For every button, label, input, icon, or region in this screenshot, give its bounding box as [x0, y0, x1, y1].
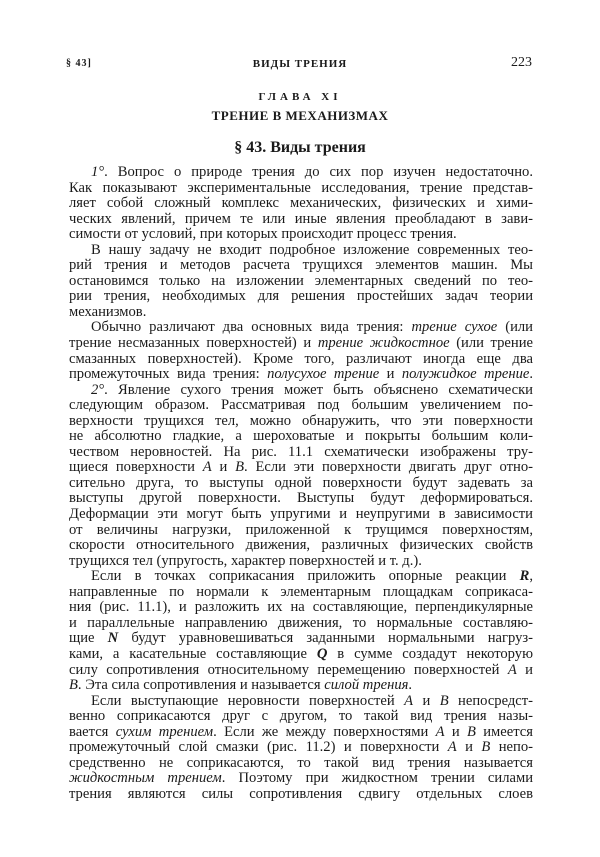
text-line [69, 523, 533, 539]
text-line [69, 212, 533, 228]
paragraph [69, 694, 533, 803]
text-segment: и [379, 366, 402, 383]
emphasized-text: A [507, 661, 517, 678]
text-segment: Если в точках соприкасания приложить опорные реакции [91, 568, 520, 585]
text-line [69, 352, 533, 368]
text-segment: от величины нагрузки, приложенной к трущимся поверхностям, [69, 521, 533, 538]
text-segment: будут уравновешиваться заданными нормальными нагруз- [118, 630, 533, 647]
text-segment: . Эта сила сопротивления и называется [77, 677, 325, 694]
text-line [69, 678, 533, 694]
text-segment: непо- [490, 739, 533, 756]
emphasized-text: полужидкое трение [401, 366, 530, 383]
text-segment: В нашу задачу не входит подробное изложение современных тео- [91, 241, 533, 258]
text-segment: смазанных поверхностей). Кроме того, различают иногда еще два [69, 350, 533, 367]
emphasized-text: жидкостным трением [69, 770, 222, 787]
emphasized-text: B [235, 459, 245, 476]
text-segment: . Явление сухого трения может быть объяснено схематически [104, 381, 533, 398]
emphasized-text: трение сухое [411, 319, 498, 336]
text-line [69, 725, 533, 741]
text-segment: непосредст- [448, 692, 534, 709]
emphasized-text: B [439, 692, 449, 709]
text-segment: . Если же между поверхностями [213, 723, 436, 740]
text-line [69, 631, 533, 647]
text-segment: щиеся поверхности [69, 459, 203, 476]
text-segment: . Если эти поверхности двигать друг отно- [244, 459, 533, 476]
text-segment: и [211, 459, 236, 476]
text-segment: и [516, 661, 533, 678]
text-segment: следующим образом. Рассматривая под большим увеличением по- [69, 397, 533, 414]
running-header-title: ВИДЫ ТРЕНИЯ [252, 58, 348, 70]
text-segment: . Поэтому при жидкостном трении силами [221, 770, 534, 787]
text-line [69, 787, 533, 803]
paragraph [69, 383, 533, 570]
text-segment: средственно не соприкасаются, то такой вид трения называется [69, 754, 533, 771]
text-segment: промежуточный слой смазки (рис. 11.2) и поверхности [69, 739, 448, 756]
text-segment: (или [497, 319, 533, 336]
text-segment: , [529, 568, 533, 585]
text-line [69, 165, 533, 181]
text-line [69, 740, 533, 756]
text-line [69, 398, 533, 414]
text-segment: трущихся тел (упругость, характер поверхностей и т. д.). [69, 552, 422, 569]
text-line [69, 476, 533, 492]
text-line [69, 647, 533, 663]
text-segment: механизмов. [69, 303, 147, 320]
emphasized-text: 1° [91, 164, 105, 180]
emphasized-text: A [202, 459, 212, 476]
text-line [69, 585, 533, 601]
text-segment: верхности трущихся тел, можно обнаружить, что эти поверхности [69, 412, 533, 429]
text-line [69, 274, 533, 290]
text-segment: (или трение [449, 335, 533, 352]
text-segment: Обычно различают два основных вида трения: [91, 319, 412, 336]
emphasized-text: A [435, 723, 445, 740]
text-line [69, 258, 533, 274]
text-segment: чеством неровностей. На рис. 11.1 схематически изображены тру- [69, 443, 533, 460]
vector-symbol: N [107, 630, 119, 647]
text-segment: не абсолютно гладкие, а шероховатые и покрыты большим коли- [69, 428, 533, 445]
paragraph [69, 569, 533, 693]
emphasized-text: трение жидкостное [317, 335, 450, 352]
chapter-title: ТРЕНИЕ В МЕХАНИЗМАХ [211, 108, 389, 123]
text-segment: . [529, 366, 534, 383]
paragraph [69, 243, 533, 321]
chapter-number: ГЛАВА XI [258, 91, 342, 103]
text-line [69, 663, 533, 679]
text-line [69, 336, 533, 352]
text-line [69, 429, 533, 445]
text-segment: скорости относительного движения, различных физических свойств [69, 537, 533, 554]
text-line [69, 600, 533, 616]
emphasized-text: B [467, 723, 476, 740]
text-line [69, 709, 533, 725]
text-segment: трение несмазанных поверхностей) и [69, 335, 318, 352]
emphasized-text: B [481, 739, 491, 756]
text-line [69, 569, 533, 585]
text-segment: в сумме создадут некоторую [327, 645, 533, 662]
text-line [69, 196, 533, 212]
text-segment: промежуточных вида трения: [69, 366, 268, 383]
text-segment: Если выступающие неровности поверхностей [91, 692, 405, 709]
text-segment: сительно друга, то выступы одной поверхности будут задевать за [69, 474, 533, 491]
text-line [69, 460, 533, 476]
emphasized-text: силой трения [324, 677, 409, 694]
text-line [69, 367, 533, 383]
text-line [69, 289, 533, 305]
text-segment: трения являются силы сопротивления сдвигу отдельных слоев [69, 785, 533, 802]
emphasized-text: сухим трением [115, 723, 214, 740]
text-line [69, 320, 533, 336]
body-text [69, 165, 533, 802]
emphasized-text: A [447, 739, 457, 756]
text-line [69, 181, 533, 197]
text-segment: ляет собой сложный комплекс механических, физических и хими- [69, 195, 533, 212]
text-segment: рии трения, необходимых для решения простейших задач теории [69, 288, 533, 305]
text-line [69, 507, 533, 523]
text-segment: силу сопротивления относительному перемещению поверхностей [69, 661, 508, 678]
emphasized-text: 2° [91, 381, 105, 398]
text-line [69, 243, 533, 259]
text-line [69, 616, 533, 632]
page-number: 223 [511, 55, 532, 70]
emphasized-text: полусухое трение [267, 366, 380, 383]
text-line [69, 538, 533, 554]
text-segment: Деформации эти могут быть упругими и неупругими в зависимости [69, 506, 533, 523]
text-segment: . Вопрос о природе трения до сих пор изучен недостаточно. [104, 164, 533, 180]
section-title: § 43. Виды трения [234, 139, 366, 156]
text-line [69, 227, 533, 243]
text-line [69, 694, 533, 710]
text-segment: ческих явлений, причем те или иные явления преобладают в зави- [69, 210, 533, 227]
text-segment: щие [69, 630, 108, 647]
text-segment: остановимся только на изложении элементарных сведений по тео- [69, 272, 533, 289]
paragraph [69, 165, 533, 243]
text-line [69, 554, 533, 570]
text-segment: и [444, 723, 467, 740]
text-segment: и [456, 739, 482, 756]
text-segment: венно соприкасаются друг с другом, то такой вид трения назы- [69, 708, 533, 725]
text-segment: направленные по нормали к элементарным площадкам соприкаса- [69, 583, 533, 600]
emphasized-text: A [404, 692, 414, 709]
text-segment: и параллельные направлению движения, то нормальные составляю- [69, 614, 533, 631]
vector-symbol: R [519, 568, 530, 585]
text-segment: имеется [475, 723, 533, 740]
text-segment: выступы другой поверхности. Выступы будут деформироваться. [69, 490, 533, 507]
running-header-section: § 43] [66, 58, 92, 69]
emphasized-text: B [69, 677, 78, 694]
paragraph [69, 320, 533, 382]
text-line [69, 491, 533, 507]
text-segment: рий трения и методов расчета трущихся элементов машин. Мы [69, 257, 533, 274]
text-segment: Как показывают экспериментальные исследования, трение представ- [69, 179, 533, 196]
text-segment: и [413, 692, 440, 709]
text-line [69, 445, 533, 461]
text-segment: симости от условий, при которых происходит процесс трения. [69, 226, 457, 243]
text-line [69, 756, 533, 772]
text-line [69, 771, 533, 787]
text-segment: . [408, 677, 413, 694]
vector-symbol: Q [316, 645, 328, 662]
text-segment: ния (рис. 11.1), и разложить их на составляющие, перпендикулярные [69, 599, 533, 616]
text-segment: ками, а касательные составляющие [69, 645, 317, 662]
text-line [69, 305, 533, 321]
text-line [69, 383, 533, 399]
text-line [69, 414, 533, 430]
text-segment: вается [69, 723, 116, 740]
